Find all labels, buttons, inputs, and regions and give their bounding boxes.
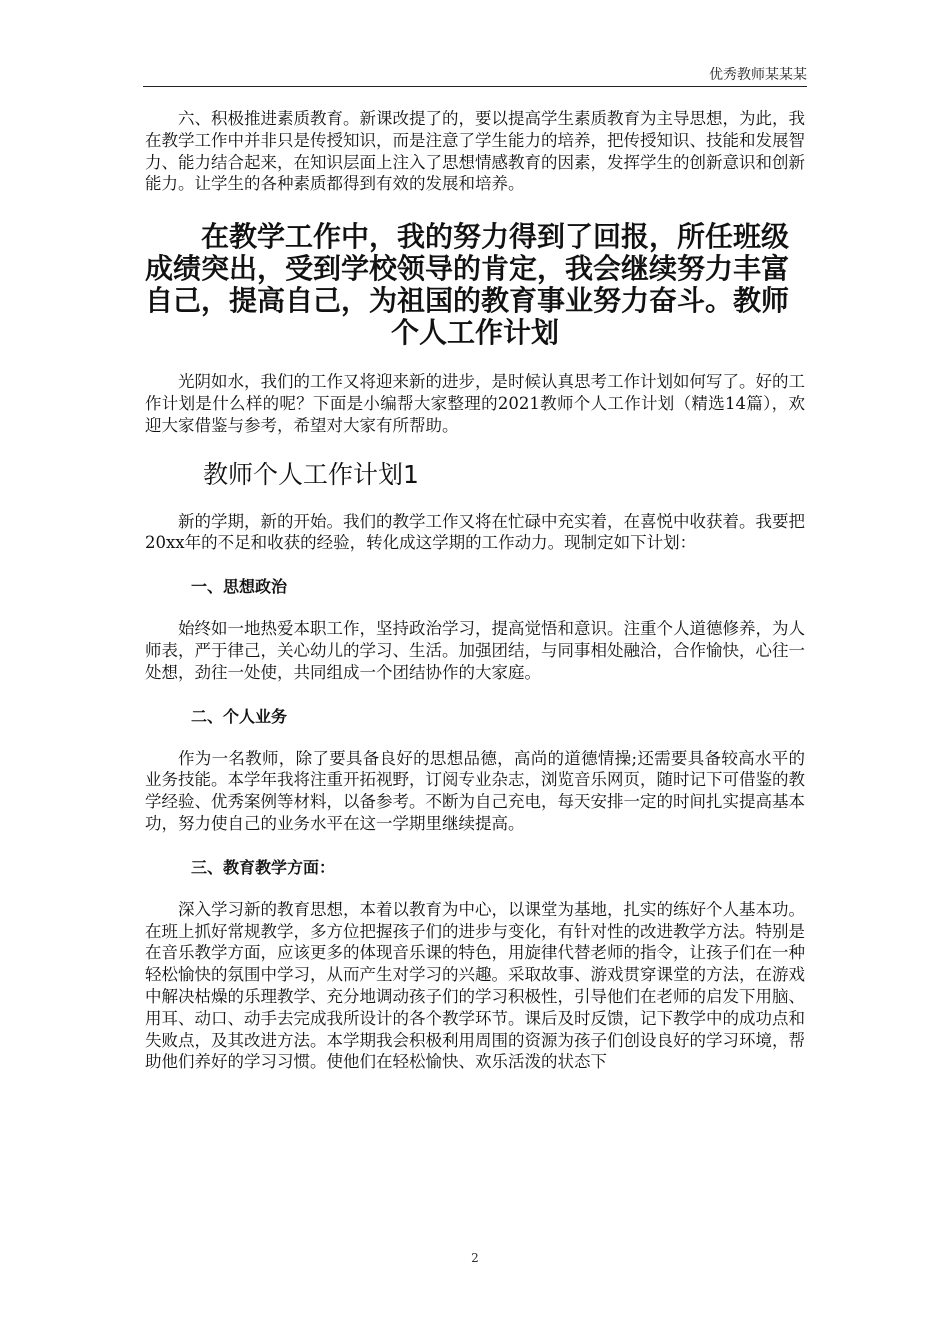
heading-summary-main: 在教学工作中，我的努力得到了回报，所任班级成绩突出，受到学校领导的肯定，我会继续努力丰富自己，提高自己，为祖国的教育事业努力奋斗。教师 [145,220,790,318]
section-heading-business: 二、个人业务 [191,706,288,726]
paragraph-business: 作为一名教师，除了要具备良好的思想品德，高尚的道德情操;还需要具备较高水平的业务技能。本学年我将注重开拓视野，订阅专业杂志，浏览音乐网页，随时记下可借鉴的教学经验、优秀案例等材料，以备参考。不断为自己充电，每天安排一定的时间扎实提高基本功，努力使自己的业务水平在这一学期里继续提高。 [145,748,805,833]
paragraph-teaching: 深入学习新的教育思想，本着以教育为中心，以课堂为基地，扎实的练好个人基本功。在班上抓好常规教学，多方位把握孩子们的进步与变化，有针对性的改进教学方法。特别是在音乐教学方面，应该更多的体现音乐课的特色，用旋律代替老师的指令，让孩子们在一种轻松愉快的氛围中学习，从而产生对学习的兴趣。采取故事、游戏贯穿课堂的方法，在游戏中解决枯燥的乐理教学、充分地调动孩子们的学习积极性，引导他们在老师的启发下用脑、用耳、动口、动手去完成我所设计的各个教学环节。课后及时反馈，记下教学中的成功点和失败点，及其改进方法。本学期我会积极利用周围的资源为孩子们创设良好的学习环境，帮助他们养好的学习习惯。使他们在轻松愉快、欢乐活泼的状态下 [145,899,805,1072]
section-heading-teaching: 三、教育教学方面： [191,857,336,877]
heading-plan-1: 教师个人工作计划1 [203,459,419,489]
section-heading-politics: 一、思想政治 [191,577,288,597]
header-title: 优秀教师某某某 [709,67,807,83]
heading-summary [145,221,805,349]
paragraph-politics: 始终如一地热爱本职工作，坚持政治学习，提高觉悟和意识。注重个人道德修养，为人师表，严于律己，关心幼儿的学习、生活。加强团结，与同事相处融洽，合作愉快，心往一处想，劲往一处使，共同组成一个团结协作的大家庭。 [145,619,805,682]
paragraph-intro: 光阴如水，我们的工作又将迎来新的进步，是时候认真思考工作计划如何写了。好的工作计划是什么样的呢？下面是小编帮大家整理的2021教师个人工作计划（精选14篇），欢迎大家借鉴与参考，希望对大家有所帮助。 [145,372,805,435]
paragraph-new-semester: 新的学期，新的开始。我们的教学工作又将在忙碌中充实着，在喜悦中收获着。我要把20xx年的不足和收获的经验，转化成这学期的工作动力。现制定如下计划： [145,511,805,553]
page-header [143,62,807,87]
page-number: 2 [471,1251,479,1265]
heading-summary-last: 个人工作计划 [390,316,559,350]
document-body [145,108,805,1073]
paragraph-quality-education: 六、积极推进素质教育。新课改提了的，要以提高学生素质教育为主导思想，为此，我在教学工作中并非只是传授知识，而是注意了学生能力的培养，把传授知识、技能和发展智力、能力结合起来，在知识层面上注入了思想情感教育的因素，发挥学生的创新意识和创新能力。让学生的各种素质都得到有效的发展和培养。 [145,109,805,194]
